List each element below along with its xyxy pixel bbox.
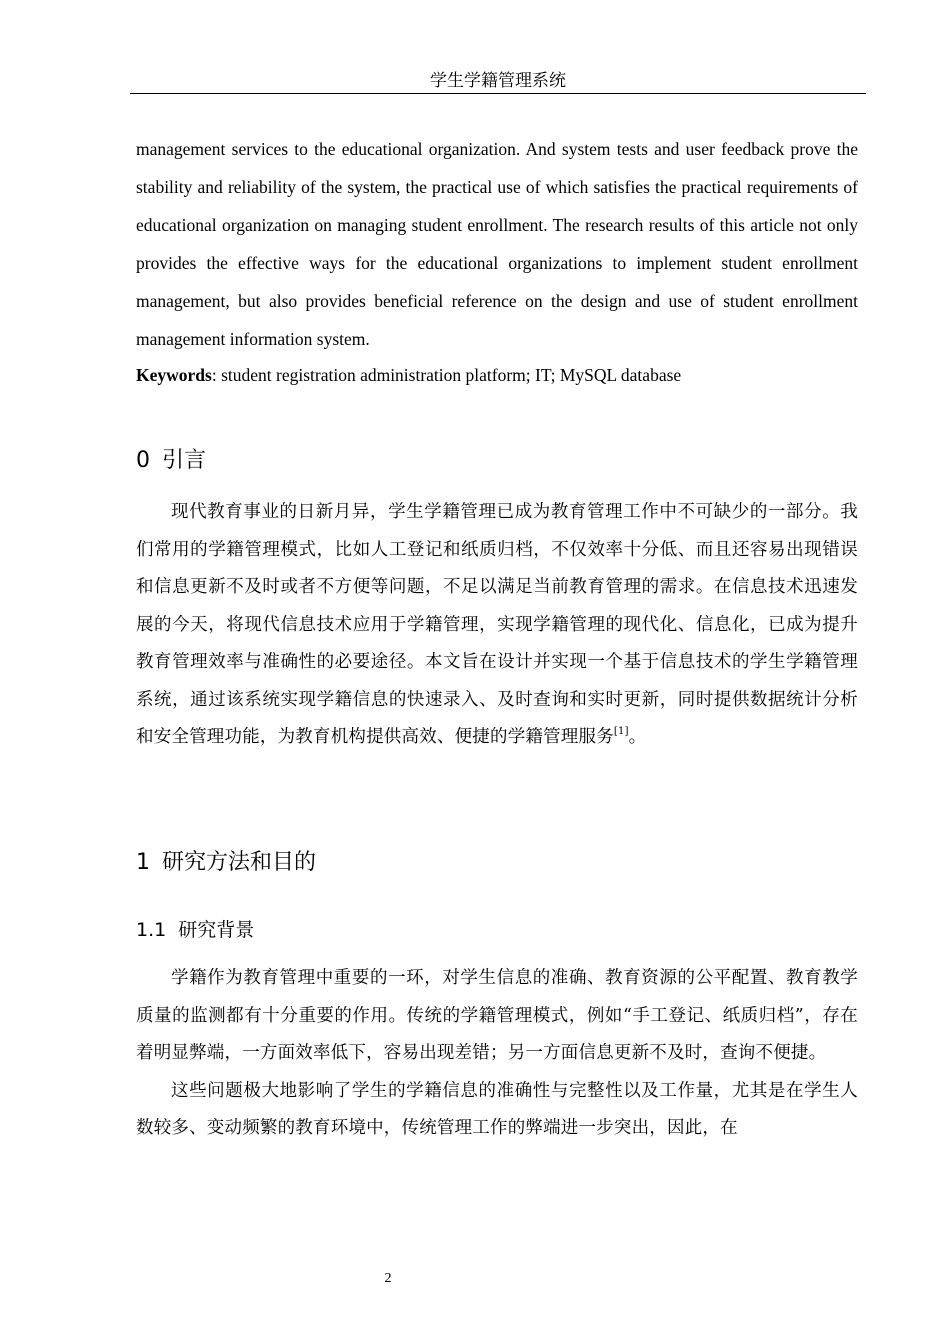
- section-1-1-paragraph-2: 这些问题极大地影响了学生的学籍信息的准确性与完整性以及工作量，尤其是在学生人数较多、变动频繁的教育环境中，传统管理工作的弊端进一步突出，因此，在: [136, 1080, 858, 1138]
- running-header-title: 学生学籍管理系统: [430, 71, 566, 91]
- page-number: 2: [384, 1271, 392, 1286]
- section-0-paragraph: 现代教育事业的日新月异，学生学籍管理已成为教育管理工作中不可缺少的一部分。我们常用的学籍管理模式，比如人工登记和纸质归档，不仅效率十分低、而且还容易出现错误和信息更新不及时或者不方便等问题，不足以满足当前教育管理的需求。在信息技术迅速发展的今天，将现代信息技术应用于学籍管理，实现学籍管理的现代化、信息化，已成为提升教育管理效率与准确性的必要途径。本文旨在设计并实现一个基于信息技术的学生学籍管理系统，通过该系统实现学籍信息的快速录入、及时查询和实时更新，同时提供数据统计分析和安全管理功能，为教育机构提供高效、便捷的学籍管理服务[1]。: [136, 502, 858, 747]
- keywords-text: : student registration administration platform; IT; MySQL database: [211, 365, 682, 385]
- section-0-title: 引言: [162, 448, 207, 473]
- section-1-1-heading: [136, 917, 254, 943]
- section-0-body: [136, 494, 858, 757]
- citation-ref[interactable]: [1]: [613, 726, 629, 737]
- section-0-number: 0: [136, 448, 150, 473]
- section-1-heading: [136, 849, 316, 877]
- section-1-1-title: 研究背景: [178, 919, 255, 941]
- keywords-line: [136, 364, 858, 386]
- section-1-number: 1: [136, 850, 150, 875]
- abstract-en-block: [136, 130, 858, 358]
- section-0-heading: [136, 447, 206, 475]
- section-1-1-paragraph-1: 学籍作为教育管理中重要的一环，对学生信息的准确、教育资源的公平配置、教育教学质量的监测都有十分重要的作用。传统的学籍管理模式，例如“手工登记、纸质归档”，存在着明显弊端，一方面效率低下，容易出现差错；另一方面信息更新不及时，查询不便捷。: [136, 968, 858, 1063]
- keywords-label: Keywords: [136, 365, 212, 385]
- abstract-en-text: management services to the educational organization. And system tests and user feedback prove the stability and reliability of the system, the practical use of which satisfies the practical requirements of educational organization on managing student enrollment. The research results of this article not only provides the effective ways for the educational organizations to implement student enrollment management, but also provides beneficial reference on the design and use of student enrollment management information system.: [136, 139, 858, 349]
- section-1-1-number: 1.1: [136, 919, 167, 941]
- header-rule: [130, 93, 866, 94]
- section-1-1-body: [136, 960, 858, 1148]
- section-1-title: 研究方法和目的: [162, 850, 317, 875]
